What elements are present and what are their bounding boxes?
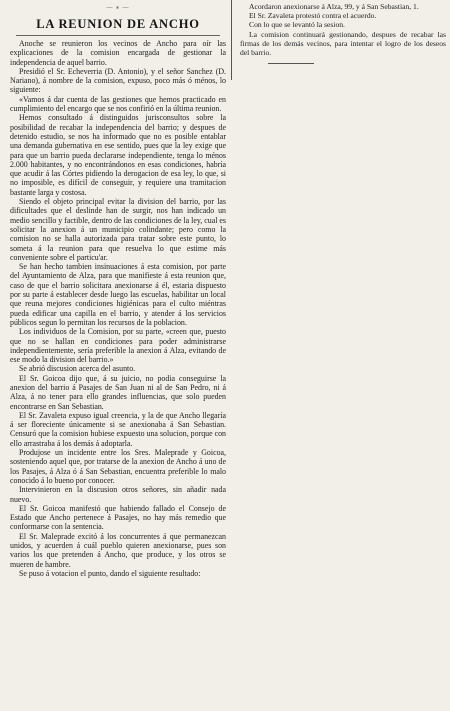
paragraph: Anoche se reunieron los vecinos de Ancho para oír las explicaciones de la comision encargada de gestionar la independencia de aquel barrio. bbox=[10, 39, 226, 67]
paragraph: Se han hecho tambien insinuaciones á esta comision, por parte del Ayuntamiento de Alza, para que manifieste á esta reunion que, caso de que el barrio solicitara anexionarse á él, estaria dispuesto por su parte á establecer desde luego las escuelas, habilitar un local que reuna mejores condiciones higiénicas para el culto miéntras pueda edificar una capilla en el barrio, y atender á los servicios públicos segun lo permitan los recursos de la poblacion. bbox=[10, 262, 226, 327]
paragraph: «Vamos á dar cuenta de las gestiones que hemos practicado en cumplimiento del encargo que se nos confirió en la última reunion. bbox=[10, 94, 226, 114]
paragraph: El Sr. Maleprade excitó á los concurrentes á que permanezcan unidos, y acuerden á cuál pueblo quieren anexionarse, pues son varios los que pretenden á Ancho, que produce, y los otros se mueren de hambre. bbox=[10, 531, 226, 569]
paragraph: Siendo el objeto principal evitar la division del barrio, por las dificultades que el deslinde han de surgir, nos han indicado un medio sencillo y factible, dentro de las condiciones de la ley, cual es solicitar la anexion á un municipio colindante; pero como la comision no se halla autorizada para tratar sobre este punto, lo someta á la reunion para que resuelva lo que estime más conveniente sobre el particu'ar. bbox=[10, 197, 226, 262]
paragraph: Presidió el Sr. Echeverria (D. Antonio), y el señor Sanchez (D. Nariano), á nombre de la comision, expuso, poco más ó ménos, lo siguiente: bbox=[10, 66, 226, 95]
column-divider bbox=[231, 0, 232, 80]
paragraph: Se puso á votacion el punto, dando el siguiente resultado: bbox=[19, 568, 201, 578]
paragraph: Hemos consultado á distinguidos jurisconsultos sobre la posibilidad de recabar la independencia del barrio; y despues de detenido estudio, se nos ha informado que no es posible entablar una demanda gubernativa en ese sentido, pues que la ley exige que para que un barrio pueda declararse independiente, tenga lo ménos 2.000 habitantes, y no encontrándonos en esas condiciones, habría que acudir á las Córtes pidiendo la derogacion de esa ley, lo que, si no imposible, es difícil de conseguir, y requiere una tramitacion bastante larga y costosa. bbox=[10, 113, 226, 197]
paragraph: El Sr. Goicoa manifestó que habiendo fallado el Consejo de Estado que Ancho pertenece á Pasajes, no hay más remedio que conformarse con la sentencia. bbox=[10, 503, 226, 532]
right-column bbox=[236, 0, 448, 711]
paragraph: El Sr. Goicoa dijo que, á su juicio, no podia conseguirse la anexion del barrio á Pasajes de San Juan ni al de San Pedro, ni á Alza, á no tener para ello grandes influencias, que solo pueden encontrarse en San Sebastian. bbox=[10, 373, 226, 411]
paragraph: La comision continuará gestionando, despues de recabar las firmas de los demás vecinos, para intentar el logro de los deseos del barrio. bbox=[240, 29, 446, 58]
headline-ornament: — ⁎ — bbox=[106, 5, 130, 11]
paragraph: Intervinieron en la discusion otros señores, sin añadir nada nuevo. bbox=[10, 485, 226, 504]
paragraph: Se abrió discusion acerca del asunto. bbox=[19, 364, 136, 374]
headline-rule bbox=[16, 35, 220, 36]
paragraph: Acordaron anexionarse á Alza, 99, y á San Sebastian, 1. bbox=[249, 2, 419, 11]
paragraph: Con lo que se levantó la sesion. bbox=[249, 20, 345, 30]
end-rule bbox=[268, 63, 314, 64]
article-title: LA REUNION DE ANCHO bbox=[36, 17, 200, 31]
paragraph: Los individuos de la Comision, por su parte, «creen que, puesto que no se hallan en condiciones para poder administrarse independientemente, sería preferible la anexion á Alza, evitando de ese modo la division del barrio.» bbox=[10, 327, 226, 365]
paragraph: El Sr. Zavaleta protestó contra el acuerdo. bbox=[249, 11, 377, 21]
paragraph: Produjose un incidente entre los Sres. Maleprade y Goicoa, sosteniendo aquel que, por tratarse de la anexion de Ancho á uno de los Pasajes, á Alza ó á San Sebastian, encuentra preferible lo malo conocido á lo bueno por conocer. bbox=[10, 448, 226, 485]
left-column bbox=[4, 0, 230, 711]
paragraph: El Sr. Zavaleta expuso igual creencia, y la de que Ancho llegaría á ser floreciente únicamente si se anexionaba á San Sebastian. Censuró que la comision hubiese expuesto una solucion, porque con ello arrastraba á los demás á adoptarla. bbox=[10, 410, 226, 448]
